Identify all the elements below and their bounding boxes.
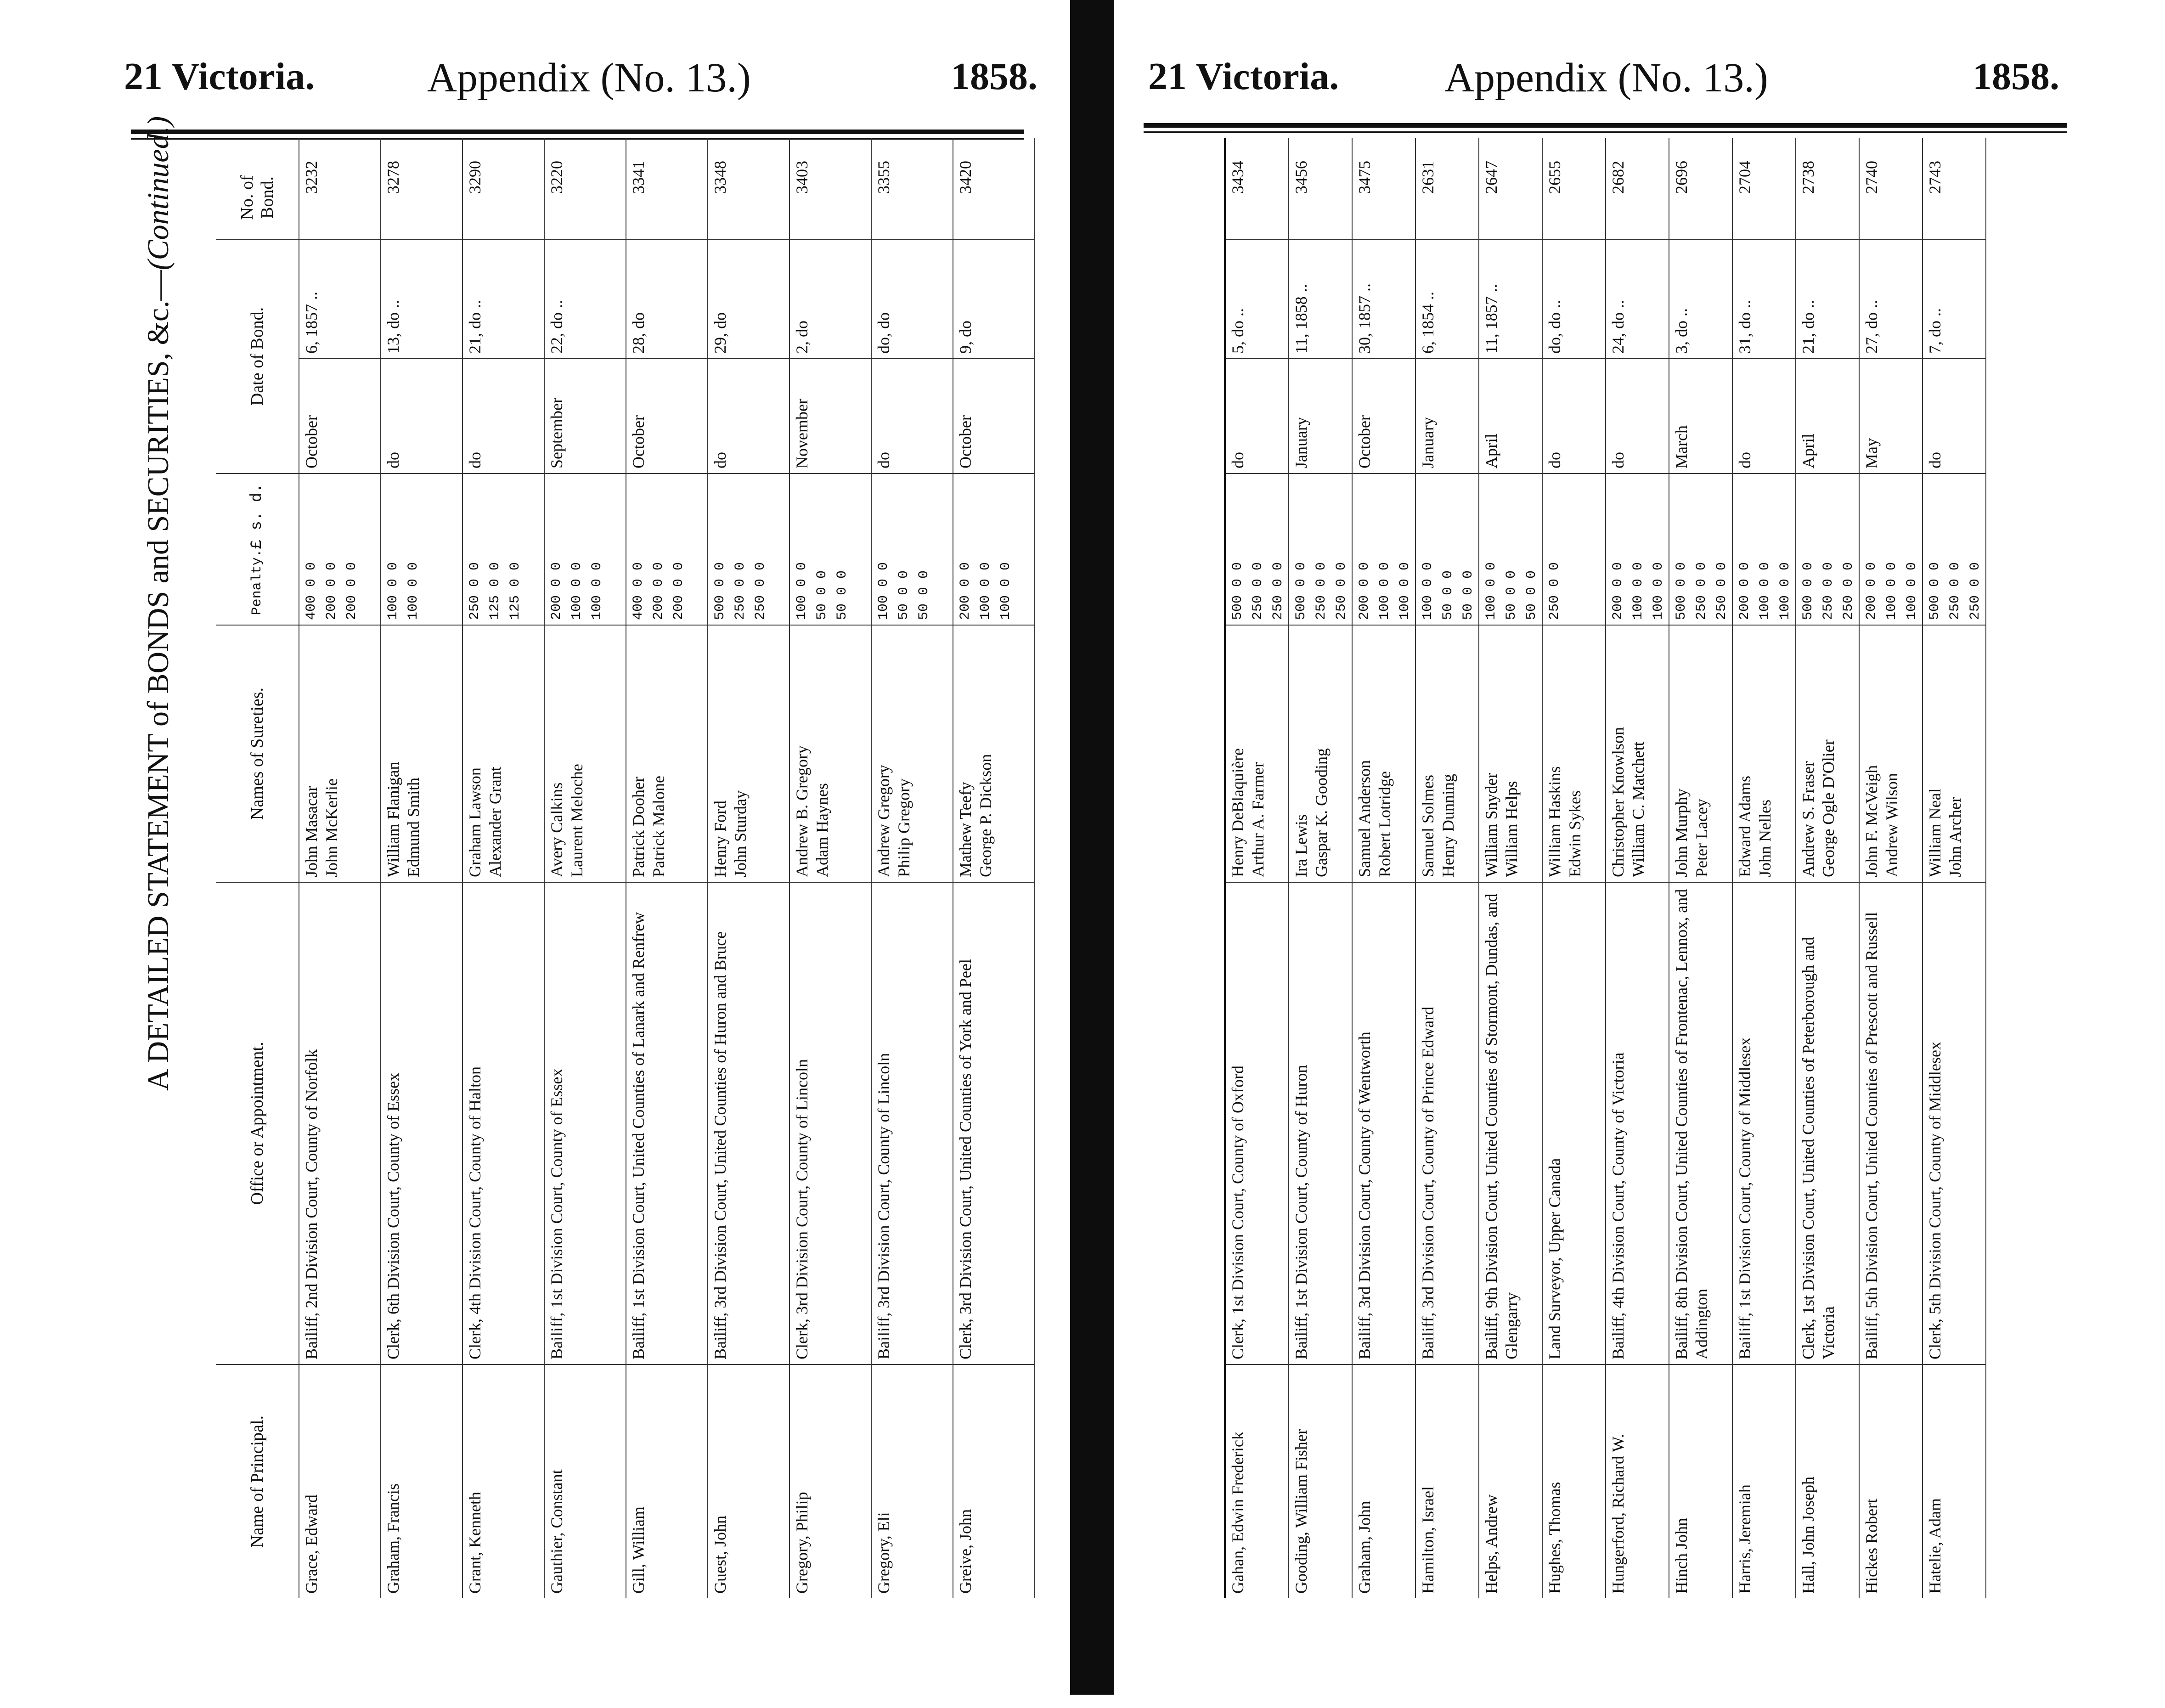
col-date: Date of Bond. xyxy=(216,239,299,473)
right-page xyxy=(1114,0,2165,1708)
bond-month: October xyxy=(1353,358,1415,473)
table-row xyxy=(626,138,708,1598)
office-appointment: Bailiff, 3rd Division Court, County of Lincoln xyxy=(872,882,953,1364)
table-row xyxy=(1289,138,1353,1598)
office-appointment: Clerk, 4th Division Court, County of Halton xyxy=(463,882,544,1364)
office-appointment: Clerk, 3rd Division Court, United Counties of York and Peel xyxy=(953,882,1034,1364)
surety-name: William C. Matchett xyxy=(1629,741,1647,877)
bond-day-year: 22, do .. xyxy=(545,239,626,358)
penalty-amount: 50 0 0 xyxy=(834,570,850,620)
table-row xyxy=(1606,138,1669,1598)
penalty-amount: 200 0 0 xyxy=(958,562,973,620)
principal-name: Gahan, Edwin Frederick xyxy=(1226,1364,1288,1598)
penalty-amount: 400 0 0 xyxy=(631,562,646,620)
bond-number: 2743 xyxy=(1926,161,1944,194)
surety-name: Samuel Solmes xyxy=(1419,775,1437,877)
statement-title: A DETAILED STATEMENT of BONDS and SECURITIES, &c.—(Continued.) xyxy=(141,116,175,1091)
penalty xyxy=(463,473,544,625)
table-row xyxy=(1353,138,1416,1598)
sureties xyxy=(790,625,871,882)
penalty xyxy=(1226,473,1288,625)
office-appointment: Bailiff, 3rd Division Court, United Counties of Huron and Bruce xyxy=(708,882,789,1364)
sureties xyxy=(463,625,544,882)
bond-day-year: do, do .. xyxy=(1543,239,1605,358)
penalty-amount: 200 0 0 xyxy=(1737,562,1753,620)
principal-name: Harris, Jeremiah xyxy=(1733,1364,1795,1598)
principal-name: Hinch John xyxy=(1669,1364,1732,1598)
bond-day-year: 27, do .. xyxy=(1860,239,1922,358)
surety-name: Andrew Wilson xyxy=(1883,773,1901,877)
col-penalty-label: Penalty. xyxy=(249,549,265,615)
header-year: 1858. xyxy=(951,55,1037,98)
sureties xyxy=(626,625,707,882)
bond-number: 3434 xyxy=(1229,161,1247,194)
bond-number: 3290 xyxy=(466,161,484,194)
header-session: 21 Victoria. xyxy=(124,55,315,98)
bond-month: do xyxy=(708,358,789,473)
table-row xyxy=(953,138,1035,1598)
penalty xyxy=(1416,473,1478,625)
bond-month: September xyxy=(545,358,626,473)
surety-name: Gaspar K. Gooding xyxy=(1312,748,1331,877)
penalty-amount: 50 0 0 xyxy=(896,570,912,620)
office-appointment: Bailiff, 1st Division Court, County of Essex xyxy=(545,882,626,1364)
penalty-amount: 500 0 0 xyxy=(1230,562,1246,620)
penalty-amount: 250 0 0 xyxy=(1250,562,1266,620)
surety-name: Philip Gregory xyxy=(895,778,913,877)
penalty-amount: 100 0 0 xyxy=(876,562,891,620)
principal-name: Gooding, William Fisher xyxy=(1289,1364,1352,1598)
surety-name: Patrick Malone xyxy=(649,776,668,877)
penalty-amount: 50 0 0 xyxy=(1504,570,1519,620)
penalty-amount: 100 0 0 xyxy=(1377,562,1393,620)
surety-name: Henry Ford xyxy=(711,800,729,877)
surety-name: John Murphy xyxy=(1672,788,1691,877)
sureties xyxy=(1669,625,1732,882)
bond-month: do xyxy=(1733,358,1795,473)
principal-name: Graham, Francis xyxy=(381,1364,462,1598)
penalty xyxy=(872,473,953,625)
table-row xyxy=(545,138,626,1598)
bond-number: 3278 xyxy=(384,161,402,194)
bond-day-year: 28, do xyxy=(626,239,707,358)
sureties xyxy=(708,625,789,882)
surety-name: Avery Calkins xyxy=(547,782,566,877)
col-penalty xyxy=(216,473,299,625)
principal-name: Hungerford, Richard W. xyxy=(1606,1364,1669,1598)
penalty xyxy=(545,473,626,625)
sureties xyxy=(1479,625,1542,882)
sureties xyxy=(1353,625,1415,882)
penalty xyxy=(626,473,707,625)
bonds-table-left xyxy=(216,138,1035,1598)
bond-day-year: 29, do xyxy=(708,239,789,358)
bond-day-year: 6, 1857 .. xyxy=(299,239,380,358)
penalty-amount: 250 0 0 xyxy=(1694,562,1709,620)
bond-month: do xyxy=(463,358,544,473)
office-appointment: Clerk, 5th Division Court, County of Middlesex xyxy=(1923,882,1985,1364)
penalty-amount: 250 0 0 xyxy=(733,562,748,620)
sureties xyxy=(1733,625,1795,882)
penalty-amount: 200 0 0 xyxy=(344,562,360,620)
bond-day-year: do, do xyxy=(872,239,953,358)
bond-day-year: 24, do .. xyxy=(1606,239,1669,358)
penalty-amount: 50 0 0 xyxy=(916,570,932,620)
principal-name: Guest, John xyxy=(708,1364,789,1598)
penalty-amount: 100 0 0 xyxy=(1420,562,1436,620)
bond-month: January xyxy=(1416,358,1478,473)
surety-name: George Ogle D'Olier xyxy=(1819,739,1838,877)
left-page xyxy=(0,0,1070,1708)
sureties xyxy=(953,625,1034,882)
penalty-amount: 125 0 0 xyxy=(487,562,503,620)
surety-name: William Flanigan xyxy=(384,761,402,877)
header-year: 1858. xyxy=(1973,55,2059,98)
office-appointment: Bailiff, 9th Division Court, United Counties of Stormont, Dundas, and Glengarry xyxy=(1479,882,1542,1364)
bond-number: 3475 xyxy=(1355,161,1374,194)
penalty-amount: 250 0 0 xyxy=(1714,562,1730,620)
bond-number: 3403 xyxy=(793,161,811,194)
penalty-amount: 250 0 0 xyxy=(467,562,483,620)
penalty-amount: 50 0 0 xyxy=(814,570,830,620)
col-office: Office or Appointment. xyxy=(216,882,299,1364)
surety-name: Andrew B. Gregory xyxy=(793,745,811,877)
principal-name: Greive, John xyxy=(953,1364,1034,1598)
penalty-amount: 100 0 0 xyxy=(406,562,421,620)
bond-number: 2682 xyxy=(1609,161,1627,194)
penalty xyxy=(1733,473,1795,625)
surety-name: William Helps xyxy=(1502,781,1521,877)
header-rule xyxy=(131,130,1024,134)
penalty-amount: 500 0 0 xyxy=(1674,562,1689,620)
surety-name: Robert Lotridge xyxy=(1376,771,1394,877)
bond-month: do xyxy=(1923,358,1985,473)
surety-name: William Neal xyxy=(1926,788,1944,877)
principal-name: Grace, Edward xyxy=(299,1364,380,1598)
bond-number: 2631 xyxy=(1419,161,1437,194)
sureties xyxy=(545,625,626,882)
bond-number: 2647 xyxy=(1482,161,1500,194)
principal-name: Gregory, Eli xyxy=(872,1364,953,1598)
sureties xyxy=(1606,625,1669,882)
bond-day-year: 31, do .. xyxy=(1733,239,1795,358)
surety-name: Adam Haynes xyxy=(813,783,831,877)
penalty-amount: 100 0 0 xyxy=(569,562,585,620)
table-row xyxy=(1923,138,1986,1598)
table-header-row xyxy=(216,138,299,1598)
penalty xyxy=(1543,473,1605,625)
sureties xyxy=(1796,625,1859,882)
penalty xyxy=(1796,473,1859,625)
table-row xyxy=(1669,138,1733,1598)
bond-day-year: 21, do .. xyxy=(463,239,544,358)
bond-month: do xyxy=(1226,358,1288,473)
penalty-amount: 50 0 0 xyxy=(1440,570,1456,620)
office-appointment: Bailiff, 1st Division Court, County of Huron xyxy=(1289,882,1352,1364)
table-row xyxy=(1416,138,1479,1598)
bond-number: 3456 xyxy=(1292,161,1310,194)
table-row xyxy=(1479,138,1543,1598)
principal-name: Hall, John Joseph xyxy=(1796,1364,1859,1598)
col-sureties: Names of Sureties. xyxy=(216,625,299,882)
bond-day-year: 5, do .. xyxy=(1226,239,1288,358)
penalty-amount: 250 0 0 xyxy=(1968,562,1983,620)
penalty-amount: 250 0 0 xyxy=(1270,562,1286,620)
principal-name: Hamilton, Israel xyxy=(1416,1364,1478,1598)
bond-day-year: 30, 1857 .. xyxy=(1353,239,1415,358)
penalty xyxy=(1353,473,1415,625)
surety-name: Edward Adams xyxy=(1736,776,1754,877)
principal-name: Helps, Andrew xyxy=(1479,1364,1542,1598)
penalty-amount: 250 0 0 xyxy=(1334,562,1349,620)
surety-name: Christopher Knowlson xyxy=(1609,727,1627,877)
principal-name: Hatelie, Adam xyxy=(1923,1364,1985,1598)
sureties xyxy=(872,625,953,882)
bond-number: 3348 xyxy=(711,161,729,194)
bond-month: do xyxy=(381,358,462,473)
header-rule xyxy=(1144,123,2067,128)
penalty-amount: 200 0 0 xyxy=(1864,562,1879,620)
bond-month: do xyxy=(1606,358,1669,473)
penalty-amount: 500 0 0 xyxy=(1293,562,1309,620)
surety-name: Peter Lacey xyxy=(1692,799,1711,877)
penalty xyxy=(790,473,871,625)
col-penalty-units: £ s. d. xyxy=(248,483,266,549)
principal-name: Hickes Robert xyxy=(1860,1364,1922,1598)
penalty xyxy=(1923,473,1985,625)
sureties xyxy=(1289,625,1352,882)
surety-name: Samuel Anderson xyxy=(1355,760,1374,877)
surety-name: John McKerlie xyxy=(322,778,341,877)
surety-name: Mathew Teefy xyxy=(956,782,975,877)
surety-name: John Masacar xyxy=(302,786,321,877)
penalty-amount: 100 0 0 xyxy=(589,562,605,620)
principal-name: Graham, John xyxy=(1353,1364,1415,1598)
penalty-amount: 250 0 0 xyxy=(753,562,768,620)
penalty-amount: 500 0 0 xyxy=(1927,562,1943,620)
penalty xyxy=(708,473,789,625)
penalty-amount: 50 0 0 xyxy=(1524,570,1539,620)
header-appendix: Appendix (No. 13.) xyxy=(427,55,751,101)
book-spine xyxy=(1070,0,1114,1695)
surety-name: John Archer xyxy=(1946,797,1964,877)
principal-name: Grant, Kenneth xyxy=(463,1364,544,1598)
office-appointment: Bailiff, 1st Division Court, United Counties of Lanark and Renfrew xyxy=(626,882,707,1364)
office-appointment: Bailiff, 4th Division Court, County of Victoria xyxy=(1606,882,1669,1364)
surety-name: Henry Dunning xyxy=(1439,774,1457,877)
table-row xyxy=(463,138,545,1598)
office-appointment: Bailiff, 5th Division Court, United Counties of Prescott and Russell xyxy=(1860,882,1922,1364)
header-appendix: Appendix (No. 13.) xyxy=(1444,55,1768,101)
surety-name: Edmund Smith xyxy=(404,777,423,877)
header-rule-thin xyxy=(1144,131,2067,133)
surety-name: Henry DeBlaquière xyxy=(1229,748,1247,877)
bond-day-year: 21, do .. xyxy=(1796,239,1859,358)
bond-number: 2655 xyxy=(1545,161,1564,194)
surety-name: Andrew Gregory xyxy=(874,765,893,877)
bond-month: do xyxy=(872,358,953,473)
principal-name: Gauthier, Constant xyxy=(545,1364,626,1598)
bond-number: 3232 xyxy=(302,161,321,194)
sureties xyxy=(381,625,462,882)
sureties xyxy=(1543,625,1605,882)
principal-name: Gill, William xyxy=(626,1364,707,1598)
bond-number: 2704 xyxy=(1736,161,1754,194)
penalty-amount: 100 0 0 xyxy=(1757,562,1773,620)
penalty-amount: 100 0 0 xyxy=(1651,562,1666,620)
bond-number: 2740 xyxy=(1862,161,1881,194)
penalty xyxy=(953,473,1034,625)
penalty xyxy=(1860,473,1922,625)
sureties xyxy=(1860,625,1922,882)
penalty xyxy=(1289,473,1352,625)
penalty-amount: 100 0 0 xyxy=(1397,562,1413,620)
sureties xyxy=(1226,625,1288,882)
penalty-amount: 100 0 0 xyxy=(978,562,993,620)
surety-name: William Snyder xyxy=(1482,772,1500,877)
penalty-amount: 200 0 0 xyxy=(549,562,564,620)
penalty-amount: 100 0 0 xyxy=(1483,562,1499,620)
penalty-amount: 100 0 0 xyxy=(1777,562,1793,620)
surety-name: John Sturday xyxy=(731,790,750,877)
bond-number: 3420 xyxy=(956,161,975,194)
bond-month: October xyxy=(299,358,380,473)
surety-name: Laurent Meloche xyxy=(568,764,586,877)
bond-number: 2696 xyxy=(1672,161,1691,194)
bond-number: 3220 xyxy=(547,161,566,194)
penalty-amount: 250 0 0 xyxy=(1821,562,1836,620)
office-appointment: Bailiff, 1st Division Court, County of Middlesex xyxy=(1733,882,1795,1364)
bond-day-year: 2, do xyxy=(790,239,871,358)
penalty-amount: 400 0 0 xyxy=(304,562,319,620)
bond-month: April xyxy=(1479,358,1542,473)
bond-day-year: 7, do .. xyxy=(1923,239,1985,358)
penalty-amount: 50 0 0 xyxy=(1460,570,1476,620)
surety-name: George P. Dickson xyxy=(976,754,995,877)
bond-month: April xyxy=(1796,358,1859,473)
bond-day-year: 6, 1854 .. xyxy=(1416,239,1478,358)
bond-month: January xyxy=(1289,358,1352,473)
office-appointment: Clerk, 1st Division Court, United Counties of Peterborough and Victoria xyxy=(1796,882,1859,1364)
table-row xyxy=(1796,138,1860,1598)
table-row xyxy=(1543,138,1606,1598)
office-appointment: Bailiff, 3rd Division Court, County of Wentworth xyxy=(1353,882,1415,1364)
surety-name: Andrew S. Fraser xyxy=(1799,761,1817,877)
surety-name: John F. McVeigh xyxy=(1862,765,1881,877)
table-row xyxy=(872,138,953,1598)
penalty-amount: 125 0 0 xyxy=(507,562,523,620)
table-row xyxy=(708,138,790,1598)
surety-name: Patrick Dooher xyxy=(629,777,648,877)
bonds-table-right xyxy=(1141,138,1986,1598)
penalty-amount: 200 0 0 xyxy=(1610,562,1626,620)
penalty-amount: 100 0 0 xyxy=(385,562,401,620)
bond-month: October xyxy=(953,358,1034,473)
penalty-amount: 100 0 0 xyxy=(794,562,810,620)
penalty-amount: 200 0 0 xyxy=(324,562,339,620)
table-row xyxy=(299,138,381,1598)
col-principal: Name of Principal. xyxy=(216,1364,299,1598)
table-top-rule xyxy=(1141,138,1226,1598)
penalty xyxy=(1669,473,1732,625)
table-row xyxy=(381,138,463,1598)
sureties xyxy=(1416,625,1478,882)
penalty-amount: 500 0 0 xyxy=(712,562,728,620)
bond-day-year: 9, do xyxy=(953,239,1034,358)
penalty-amount: 250 0 0 xyxy=(1841,562,1856,620)
bond-month: March xyxy=(1669,358,1732,473)
penalty-amount: 250 0 0 xyxy=(1547,562,1562,620)
col-bond-no: No. of Bond. xyxy=(237,175,277,220)
office-appointment: Clerk, 3rd Division Court, County of Lincoln xyxy=(790,882,871,1364)
penalty-amount: 100 0 0 xyxy=(1884,562,1900,620)
penalty-amount: 250 0 0 xyxy=(1947,562,1963,620)
principal-name: Gregory, Philip xyxy=(790,1364,871,1598)
office-appointment: Clerk, 6th Division Court, County of Essex xyxy=(381,882,462,1364)
surety-name: Edwin Sykes xyxy=(1566,790,1584,877)
office-appointment: Bailiff, 2nd Division Court, County of Norfolk xyxy=(299,882,380,1364)
office-appointment: Land Surveyor, Upper Canada xyxy=(1543,882,1605,1364)
sureties xyxy=(1923,625,1985,882)
surety-name: Graham Lawson xyxy=(466,767,484,877)
bond-day-year: 11, 1858 .. xyxy=(1289,239,1352,358)
bond-month: May xyxy=(1860,358,1922,473)
table-row xyxy=(1860,138,1923,1598)
table-row xyxy=(1226,138,1289,1598)
penalty xyxy=(299,473,380,625)
office-appointment: Bailiff, 8th Division Court, United Counties of Frontenac, Lennox, and Addington xyxy=(1669,882,1732,1364)
bond-month: November xyxy=(790,358,871,473)
office-appointment: Clerk, 1st Division Court, County of Oxford xyxy=(1226,882,1288,1364)
penalty-amount: 200 0 0 xyxy=(671,562,687,620)
office-appointment: Bailiff, 3rd Division Court, County of Prince Edward xyxy=(1416,882,1478,1364)
bond-number: 3341 xyxy=(629,161,648,194)
bond-day-year: 3, do .. xyxy=(1669,239,1732,358)
surety-name: John Nelles xyxy=(1756,800,1774,877)
penalty-amount: 250 0 0 xyxy=(1314,562,1329,620)
bond-number: 2738 xyxy=(1799,161,1817,194)
penalty-amount: 100 0 0 xyxy=(1904,562,1920,620)
surety-name: William Haskins xyxy=(1545,766,1564,877)
bond-day-year: 13, do .. xyxy=(381,239,462,358)
surety-name: Alexander Grant xyxy=(486,767,504,877)
principal-name: Hughes, Thomas xyxy=(1543,1364,1605,1598)
penalty xyxy=(1479,473,1542,625)
penalty-amount: 100 0 0 xyxy=(1630,562,1646,620)
surety-name: Ira Lewis xyxy=(1292,814,1310,877)
bond-number: 3355 xyxy=(874,161,893,194)
penalty-amount: 500 0 0 xyxy=(1800,562,1816,620)
penalty-amount: 100 0 0 xyxy=(998,562,1014,620)
sureties xyxy=(299,625,380,882)
bond-month: do xyxy=(1543,358,1605,473)
penalty-amount: 200 0 0 xyxy=(1357,562,1372,620)
bond-day-year: 11, 1857 .. xyxy=(1479,239,1542,358)
penalty xyxy=(381,473,462,625)
penalty-amount: 200 0 0 xyxy=(651,562,666,620)
table-row xyxy=(1733,138,1796,1598)
surety-name: Arthur A. Farmer xyxy=(1249,762,1267,877)
header-session: 21 Victoria. xyxy=(1148,55,1339,98)
penalty xyxy=(1606,473,1669,625)
table-row xyxy=(790,138,872,1598)
bond-month: October xyxy=(626,358,707,473)
